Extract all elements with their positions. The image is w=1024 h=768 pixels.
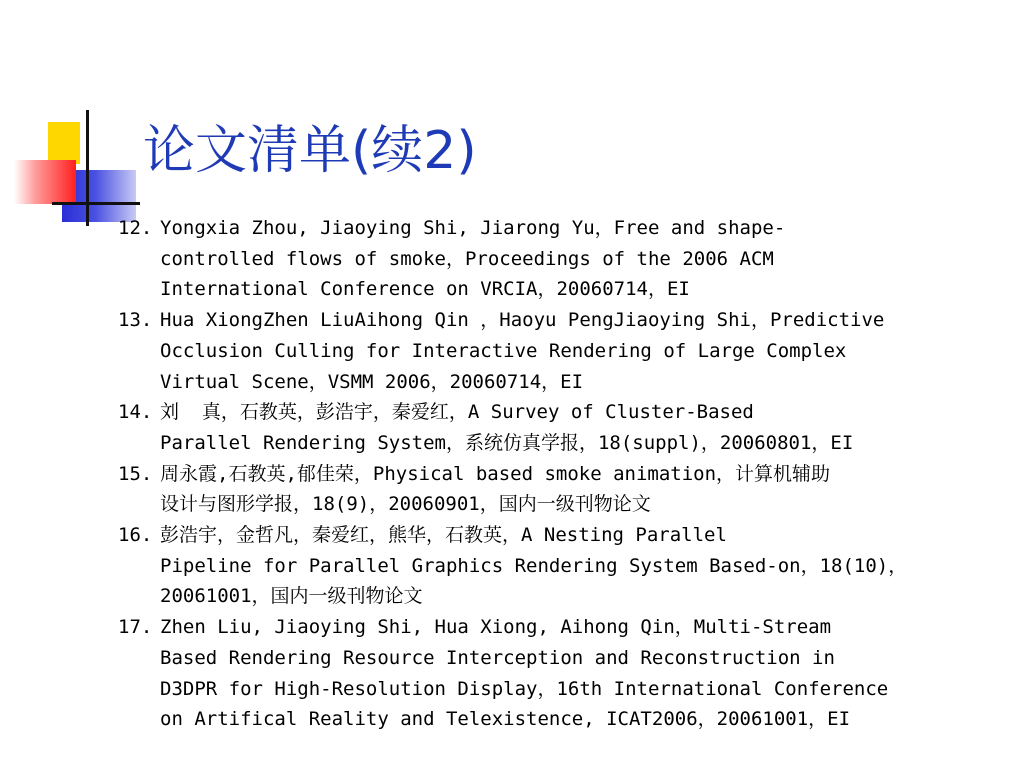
- reference-item: [118, 612, 1008, 735]
- reference-number: 16.: [118, 524, 153, 547]
- reference-text: 刘 真，石教英，彭浩宇，秦爱红，A Survey of Cluster-Based Parallel Rendering System，系统仿真学报，18(suppl)，20060801，EI: [160, 401, 854, 454]
- decorative-red-block: [14, 160, 76, 204]
- reference-text: 周永霞,石教英,郁佳荣，Physical based smoke animation，计算机辅助 设计与图形学报，18(9)，20060901，国内一级刊物论文: [160, 462, 831, 516]
- reference-text: 彭浩宇，金哲凡，秦爱红，熊华，石教英，A Nesting Parallel Pipeline for Parallel Graphics Rendering System Based-on，18(10)， 20061001，国内一级刊物论文: [160, 524, 908, 608]
- slide-title: 论文清单(续2): [143, 121, 477, 181]
- reference-item: [118, 459, 1008, 520]
- reference-item: [118, 213, 1008, 305]
- reference-item: [118, 520, 1008, 612]
- decorative-horizontal-line: [52, 202, 140, 205]
- reference-number: 15.: [118, 462, 153, 485]
- decorative-yellow-block: [48, 122, 80, 164]
- reference-list: [118, 213, 1008, 735]
- reference-text: Hua XiongZhen LiuAihong Qin ，Haoyu PengJiaoying Shi，Predictive Occlusion Culling for Interactive Rendering of Large Complex Virtual Scene，VSMM 2006，20060714，EI: [160, 309, 885, 393]
- reference-number: 13.: [118, 309, 153, 332]
- reference-number: 17.: [118, 616, 153, 639]
- reference-text: Yongxia Zhou, Jiaoying Shi, Jiarong Yu，Free and shape- controlled flows of smoke，Proceedings of the 2006 ACM International Conference on VRCIA，20060714，EI: [160, 217, 786, 301]
- reference-text: Zhen Liu, Jiaoying Shi, Hua Xiong, Aihong Qin，Multi-Stream Based Rendering Resource Interception and Reconstruction in D3DPR for High-Resolution Display，16th International Conference on Artifical Reality and Telexistence, ICAT2006，20061001，EI: [160, 616, 889, 731]
- decorative-vertical-line: [86, 110, 89, 226]
- reference-item: [118, 397, 1008, 458]
- reference-number: 12.: [118, 217, 153, 239]
- reference-number: 14.: [118, 401, 153, 424]
- reference-item: [118, 305, 1008, 397]
